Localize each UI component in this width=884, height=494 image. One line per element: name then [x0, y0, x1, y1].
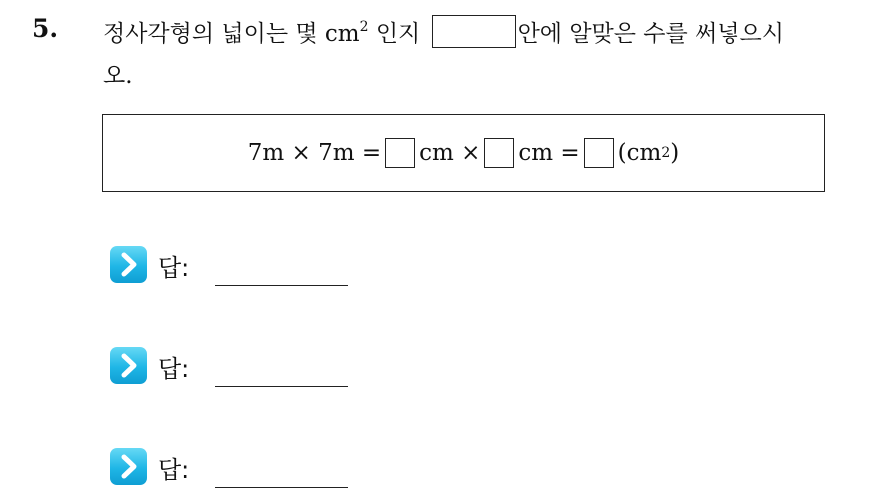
unit-cm: cm	[324, 21, 360, 47]
answer-line[interactable]	[215, 386, 348, 387]
equation-blank-3[interactable]	[584, 138, 614, 168]
answer-line[interactable]	[215, 487, 348, 488]
equation-unit-open: (cm	[617, 140, 662, 166]
question-text-end: 안에 알맞은 수를 써넣으시	[517, 21, 784, 47]
equation-cm-times: cm ×	[419, 140, 481, 166]
equation-frame: 7m × 7m = cm × cm = (cm 2 )	[102, 114, 825, 192]
equation-blank-1[interactable]	[385, 138, 415, 168]
equation-blank-2[interactable]	[484, 138, 514, 168]
answer-label: 답:	[158, 456, 190, 484]
question-text-line1	[103, 15, 784, 48]
question-text-mid: 인지	[368, 21, 421, 47]
equation-lhs: 7m × 7m =	[247, 140, 382, 166]
chevron-right-icon	[110, 246, 147, 283]
answer-line[interactable]	[215, 285, 348, 286]
question-text-start: 정사각형의 넓이는 몇	[103, 21, 325, 47]
question-text-line2: 오.	[103, 63, 133, 89]
chevron-right-icon	[110, 448, 147, 485]
inline-blank-box	[432, 15, 516, 48]
equation-unit-close: )	[670, 140, 680, 166]
equation-cm-equals: cm =	[518, 140, 580, 166]
chevron-right-icon	[110, 347, 147, 384]
answer-label: 답:	[158, 254, 190, 282]
unit-exponent: 2	[359, 19, 369, 35]
answer-label: 답:	[158, 355, 190, 383]
question-number: 5.	[32, 14, 59, 43]
